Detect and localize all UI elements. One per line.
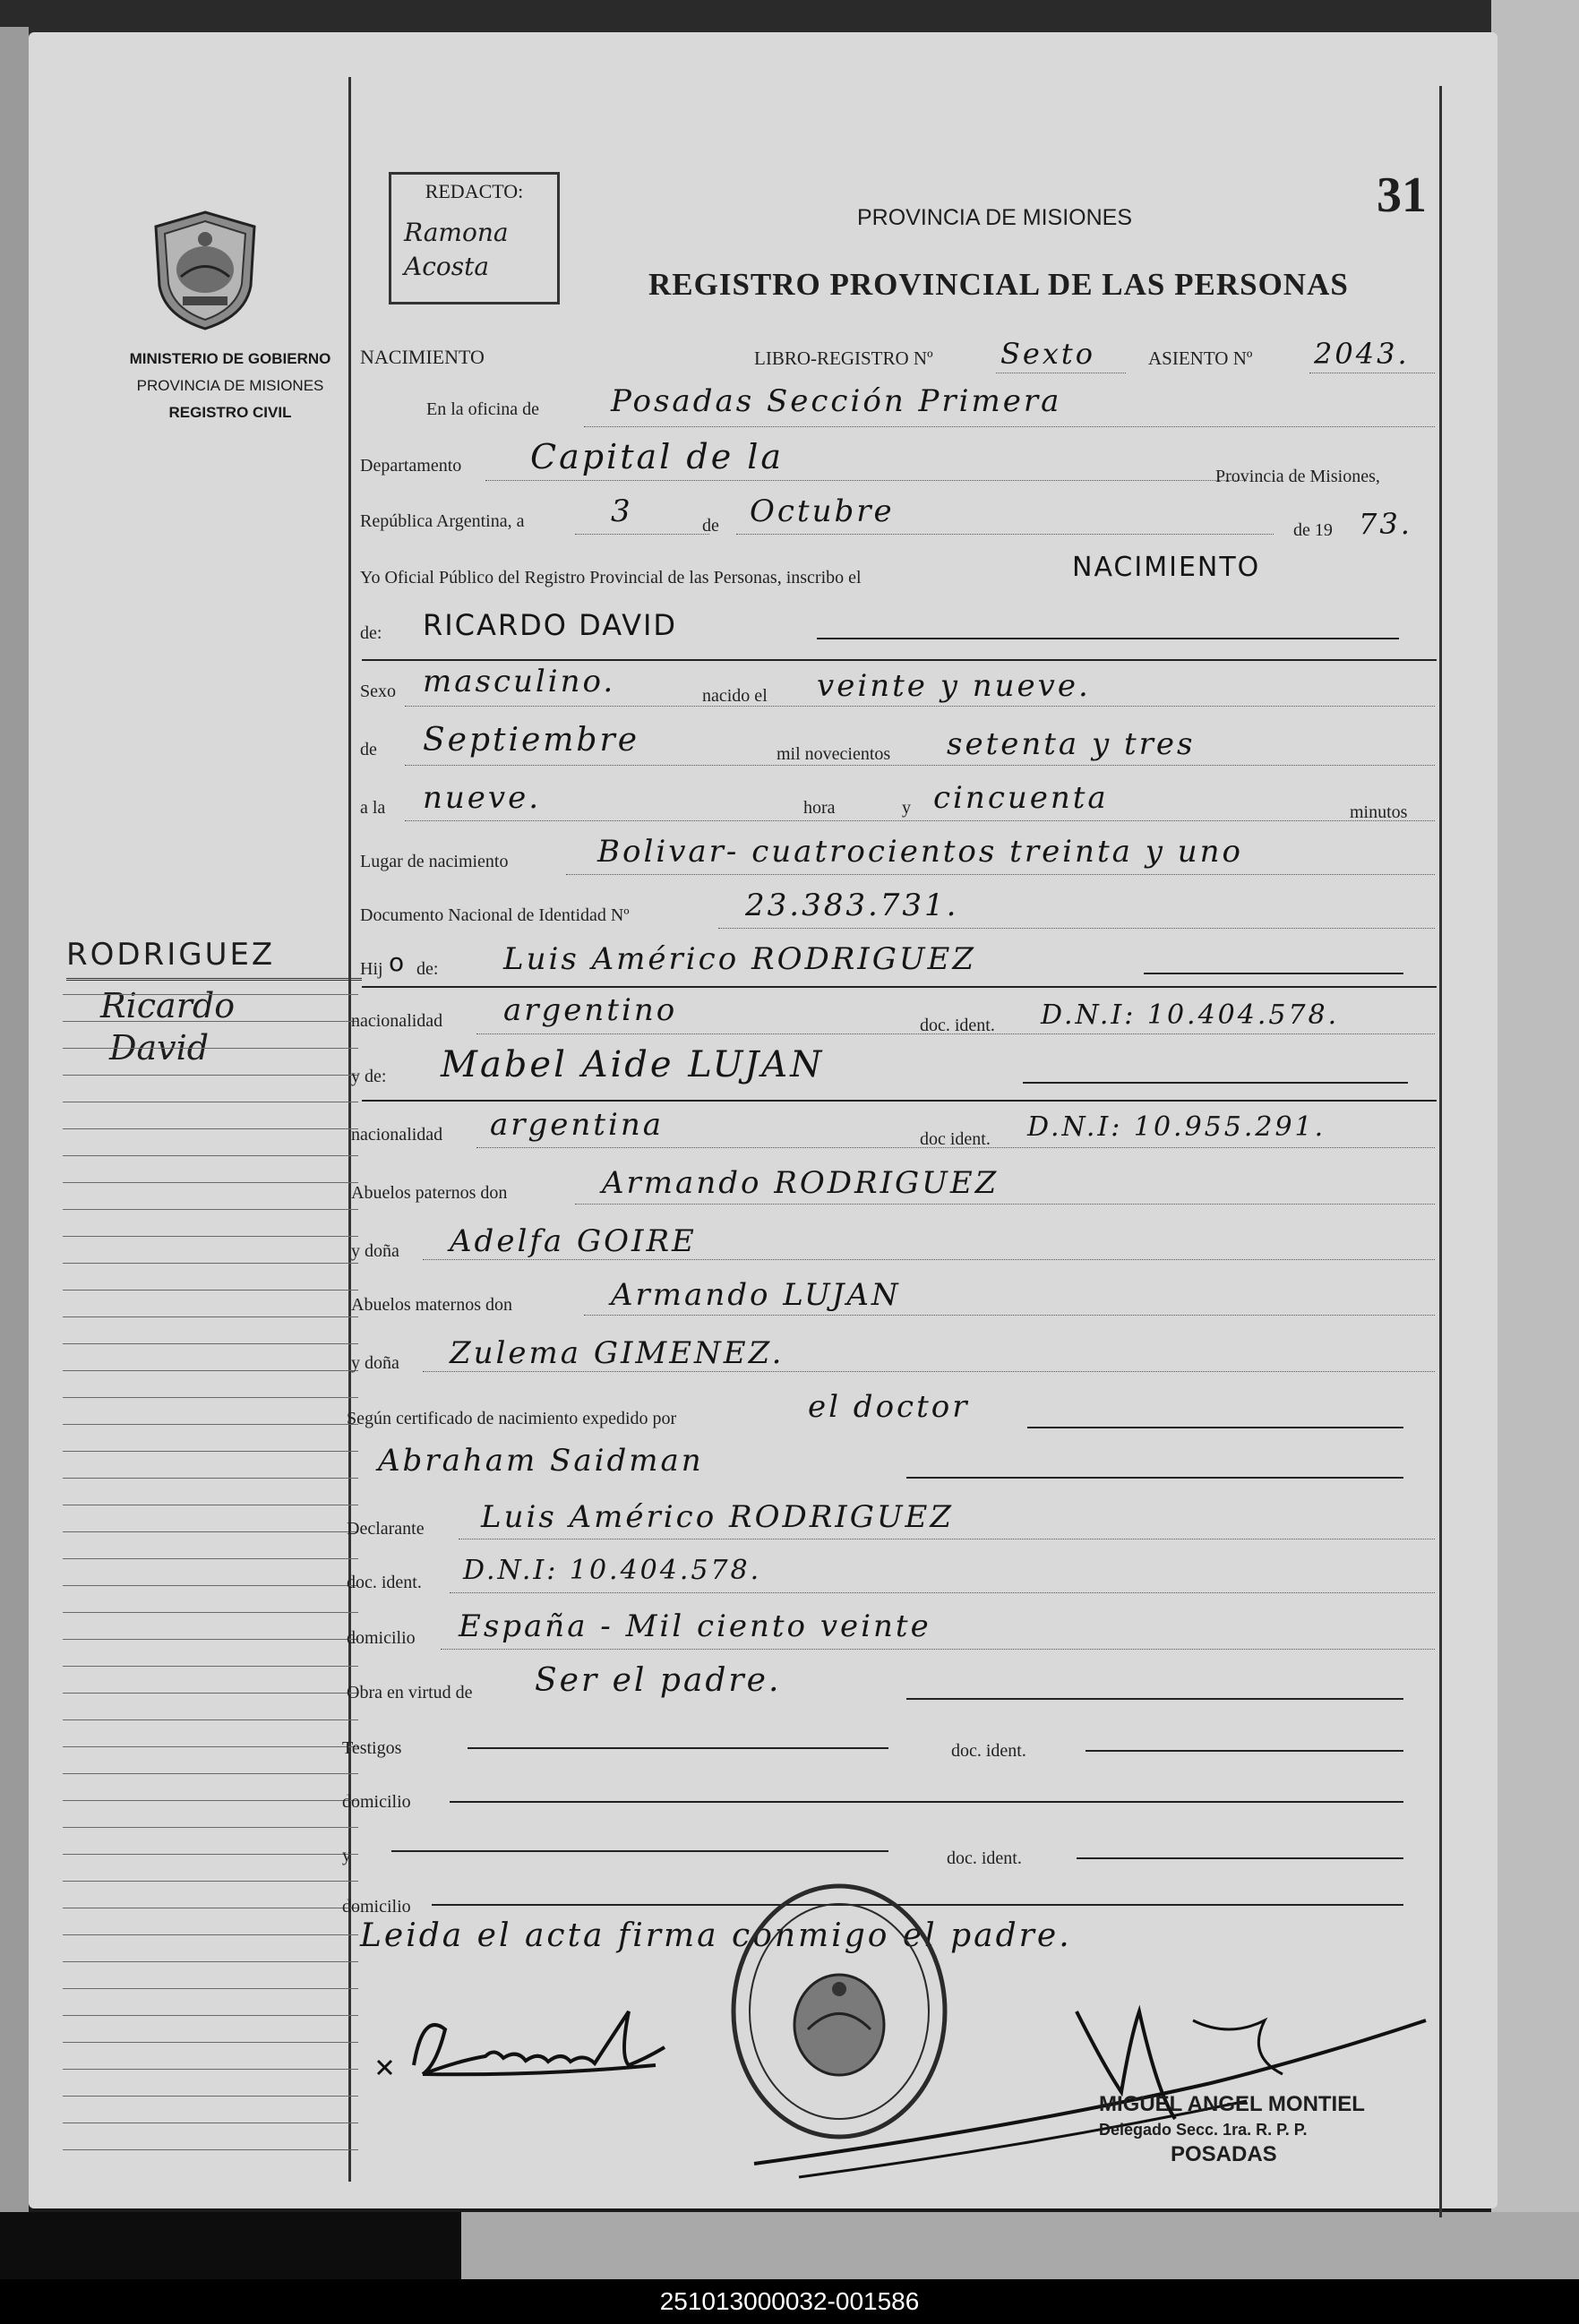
label-y-dona-mat: y doña [351, 1353, 399, 1373]
value-minutos: cincuenta [933, 780, 1109, 816]
registry-heading: REGISTRO PROVINCIAL DE LAS PERSONAS [648, 267, 1349, 302]
label-provincia-misiones: Provincia de Misiones, [1215, 467, 1380, 486]
label-oficina: En la oficina de [426, 399, 540, 419]
official-name-stamp [1099, 2092, 1365, 2167]
dotted-line [450, 1592, 1435, 1593]
scan-footer-code: 251013000032-001586 [0, 2279, 1579, 2324]
dotted-line [423, 1371, 1435, 1372]
margin-given-name-2: David [109, 1028, 210, 1068]
value-certificado-2: Abraham Saidman [378, 1443, 704, 1479]
label-y-testigo: y [342, 1846, 351, 1865]
fill-line [1144, 973, 1403, 974]
fill-line [468, 1747, 888, 1749]
label-minutos: minutos [1350, 802, 1408, 822]
dotted-line [736, 534, 1274, 535]
value-madre-nac: argentina [490, 1107, 665, 1143]
right-border-line [1439, 86, 1442, 2217]
value-abuela-mat: Zulema GIMENEZ. [450, 1335, 785, 1371]
value-declarante: Luis Américo RODRIGUEZ [481, 1499, 954, 1535]
label-y-minutos: y [902, 798, 911, 818]
declarant-signature-icon [360, 1976, 736, 2101]
margin-given-name: Ricardo [100, 986, 236, 1025]
label-republica: República Argentina, a [360, 511, 525, 531]
dotted-line [584, 426, 1435, 427]
label-declarante: Declarante [347, 1519, 425, 1539]
label-nacionalidad-madre: nacionalidad [351, 1125, 443, 1145]
value-madre-doc: D.N.I: 10.955.291. [1027, 1111, 1326, 1143]
label-hora: hora [803, 798, 836, 818]
label-libro: LIBRO-REGISTRO Nº [754, 347, 933, 369]
label-domicilio-testigo-2: domicilio [342, 1897, 411, 1917]
dotted-line [485, 480, 1247, 481]
value-abuela-pat: Adelfa GOIRE [450, 1223, 697, 1259]
label-y-dona-pat: y doña [351, 1241, 399, 1261]
label-de-year: de 19 [1293, 520, 1333, 540]
value-libro: Sexto [1000, 337, 1096, 371]
label-segun: Según certificado de nacimiento expedido por [347, 1409, 677, 1428]
scan-background-bottom-right [461, 2212, 1579, 2284]
value-nacido-anio: setenta y tres [947, 726, 1196, 762]
fill-line [1077, 1857, 1403, 1859]
dotted-line [476, 1033, 1435, 1034]
ministry-line: MINISTERIO DE GOBIERNO [129, 350, 331, 367]
label-domicilio-testigo: domicilio [342, 1792, 411, 1812]
document-page [29, 32, 1497, 2208]
value-anio: 73. [1359, 507, 1412, 541]
ministry-province-line: PROVINCIA DE MISIONES [136, 377, 324, 394]
official-city: POSADAS [1171, 2142, 1277, 2166]
redacto-name [404, 216, 509, 284]
label-abuelos-maternos: Abuelos maternos don [351, 1295, 512, 1315]
section-divider [362, 1100, 1437, 1102]
label-departamento: Departamento [360, 456, 462, 476]
value-madre: Mabel Aide LUJAN [441, 1044, 825, 1085]
section-divider [362, 986, 1437, 988]
value-padre: Luis Américo RODRIGUEZ [503, 941, 976, 977]
value-domicilio: España - Mil ciento veinte [459, 1608, 931, 1644]
label-sexo: Sexo [360, 682, 396, 701]
ministry-block [82, 346, 378, 426]
province-heading: PROVINCIA DE MISIONES [857, 205, 1133, 230]
label-doc-ident-padre: doc. ident. [920, 1016, 995, 1035]
value-hijo-o: o [389, 948, 407, 977]
dotted-line [405, 706, 1435, 707]
redacto-name-line-2: Acosta [404, 252, 490, 281]
fill-line [391, 1850, 888, 1852]
section-divider [362, 659, 1437, 661]
label-nacido-el: nacido el [702, 686, 768, 706]
value-padre-doc: D.N.I: 10.404.578. [1041, 999, 1340, 1031]
label-mil-novecientos: mil novecientos [777, 744, 891, 764]
fill-line [450, 1801, 1403, 1803]
fill-line [817, 638, 1399, 639]
value-nacido-dia: veinte y nueve. [817, 668, 1091, 704]
label-lugar: Lugar de nacimiento [360, 852, 509, 871]
left-page-edge [0, 27, 29, 2212]
label-de-mes: de [702, 516, 719, 536]
value-nombre: RICARDO DAVID [423, 608, 678, 642]
dotted-line [441, 1649, 1435, 1650]
fill-line [906, 1698, 1403, 1700]
value-hora: nueve. [423, 780, 542, 816]
value-padre-nac: argentino [503, 992, 678, 1028]
dotted-line [566, 874, 1435, 875]
fill-line [1027, 1427, 1403, 1428]
value-nacido-mes: Septiembre [423, 722, 639, 759]
dotted-line [718, 928, 1435, 929]
label-hij: Hij [360, 959, 383, 979]
value-certificado: el doctor [808, 1389, 970, 1425]
value-sexo: masculino. [423, 664, 616, 699]
dotted-line [476, 1147, 1435, 1148]
value-abuelo-pat: Armando RODRIGUEZ [602, 1165, 1000, 1201]
label-doc-ident-declarante: doc. ident. [347, 1573, 422, 1592]
dotted-line [405, 820, 1435, 821]
fill-line [1086, 1750, 1403, 1752]
value-declarante-doc: D.N.I: 10.404.578. [463, 1555, 762, 1586]
dotted-line [423, 1259, 1435, 1260]
value-oficina: Posadas Sección Primera [611, 383, 1062, 419]
redacto-label: REDACTO: [425, 180, 524, 202]
scan-background-bottom [0, 2212, 461, 2284]
label-de-nacido-mes: de [360, 740, 377, 759]
margin-surname: RODRIGUEZ [66, 937, 362, 981]
official-name: MIGUEL ANGEL MONTIEL [1099, 2092, 1365, 2116]
label-nacionalidad-padre: nacionalidad [351, 1011, 443, 1031]
dotted-line [575, 534, 709, 535]
label-asiento: ASIENTO Nº [1148, 347, 1253, 369]
value-dia: 3 [611, 493, 633, 529]
value-lugar: Bolivar- cuatrocientos treinta y uno [597, 834, 1243, 870]
label-de-nombre: de: [360, 623, 382, 643]
label-y-de-madre: y de: [351, 1067, 387, 1086]
fill-line [1023, 1082, 1408, 1084]
value-asiento: 2043. [1314, 337, 1410, 371]
value-mes: Octubre [750, 493, 895, 529]
label-doc-ident-testigo-2: doc. ident. [947, 1848, 1022, 1868]
label-doc-ident-madre: doc ident. [920, 1129, 991, 1149]
coat-of-arms-icon [147, 207, 263, 332]
dotted-line [575, 1204, 1435, 1205]
fill-line [906, 1477, 1403, 1479]
official-title: Delegado Secc. 1ra. R. P. P. [1099, 2121, 1308, 2139]
label-abuelos-paternos: Abuelos paternos don [351, 1183, 508, 1203]
label-documento: Documento Nacional de Identidad Nº [360, 905, 630, 925]
value-abuelo-mat: Armando LUJAN [611, 1277, 901, 1313]
redacto-box [389, 172, 560, 304]
value-dni: 23.383.731. [745, 888, 959, 923]
label-testigos: Testigos [342, 1738, 402, 1758]
margin-ruled-lines [63, 968, 358, 2150]
redacto-name-line-1: Ramona [404, 218, 509, 247]
label-nacimiento: NACIMIENTO [360, 346, 485, 368]
label-obra: Obra en virtud de [347, 1683, 473, 1702]
page-number: 31 [1377, 167, 1427, 223]
dotted-line [584, 1315, 1435, 1316]
ministry-registry-line: REGISTRO CIVIL [168, 404, 292, 421]
value-tipo: NACIMIENTO [1072, 552, 1261, 583]
label-yo-oficial: Yo Oficial Público del Registro Provincial de las Personas, inscribo el [360, 568, 862, 587]
value-departamento: Capital de la [530, 437, 785, 476]
value-leida: Leida el acta firma conmigo el padre. [360, 1917, 1072, 1954]
dotted-line [405, 765, 1435, 766]
label-doc-ident-testigo: doc. ident. [951, 1741, 1026, 1761]
label-a-la: a la [360, 798, 386, 818]
label-de-padre: de: [416, 959, 439, 979]
label-domicilio: domicilio [347, 1628, 416, 1648]
scan-background-right [1491, 0, 1579, 2239]
value-obra: Ser el padre. [535, 1662, 782, 1699]
